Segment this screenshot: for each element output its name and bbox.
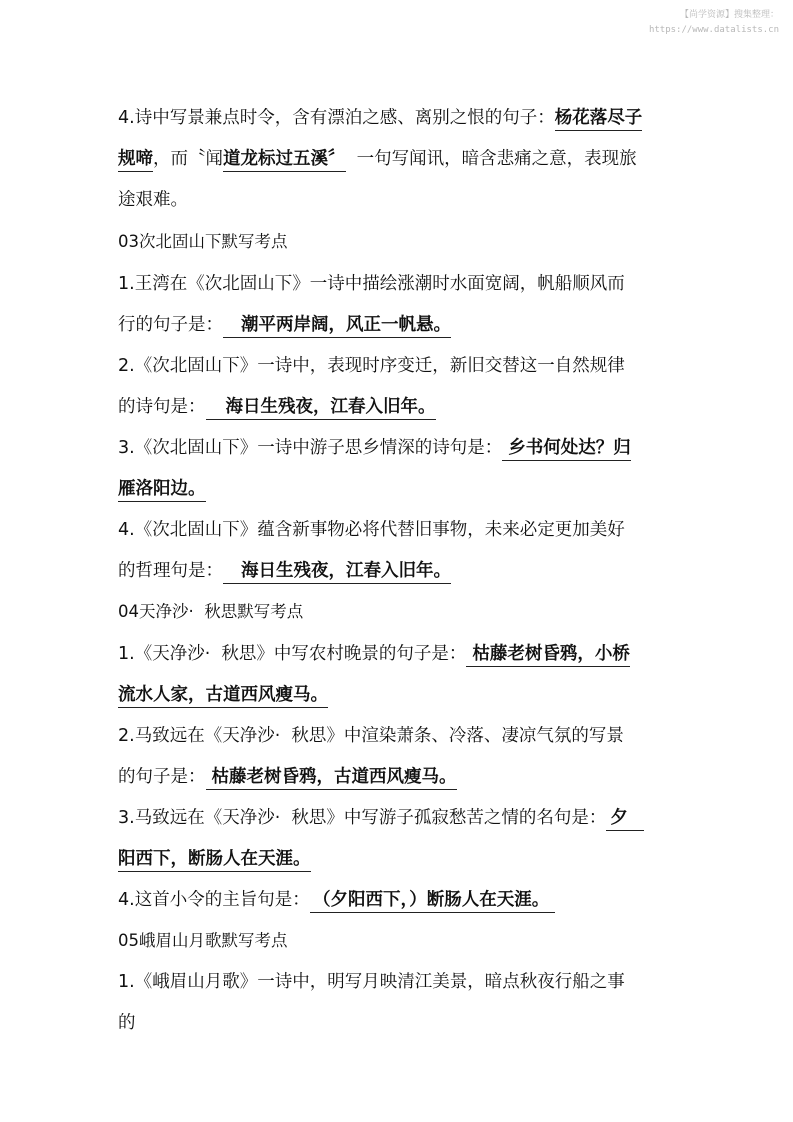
answer-text: 乡书何处达？归 xyxy=(502,438,631,461)
answer-text: 夕 xyxy=(606,808,644,831)
question-text: 的诗句是： xyxy=(118,397,206,417)
s04-q1-line-1 xyxy=(118,641,630,667)
s03-q3-line-1 xyxy=(118,435,631,461)
heading-text: 04天净沙· 秋思默写考点 xyxy=(118,602,304,621)
watermark-url: https://www.datalists.cn xyxy=(648,25,779,35)
s04-q3-line-1 xyxy=(118,805,644,831)
watermark xyxy=(649,8,779,38)
s04-q3-line-2 xyxy=(118,846,311,872)
s03-q2-line-1 xyxy=(118,353,625,379)
s04-q4-line xyxy=(118,887,555,913)
heading-text: 05峨眉山月歌默写考点 xyxy=(118,931,288,950)
s03-q1-line-2 xyxy=(118,312,451,338)
question-text: 行的句子是： xyxy=(118,315,223,335)
answer-text: 流水人家，古道西风瘦马。 xyxy=(118,685,328,708)
answer-text: 枯藤老树昏鸦，小桥 xyxy=(466,644,630,667)
question-text: 3.《次北固山下》一诗中游子思乡情深的诗句是： xyxy=(118,438,503,458)
question-text: 的 xyxy=(118,1013,136,1033)
answer-text: 枯藤老树昏鸦，古道西风瘦马。 xyxy=(206,767,457,790)
question-text: 1.王湾在《次北固山下》一诗中描绘涨潮时水面宽阔，帆船顺风而 xyxy=(118,274,625,294)
section-heading-04 xyxy=(118,599,303,625)
answer-text: （夕阳西下，）断肠人在天涯。 xyxy=(310,890,556,913)
question-text: 一句写闻讯，暗含悲痛之意，表现旅 xyxy=(345,149,637,169)
question-4-line-1 xyxy=(118,105,642,131)
watermark-line-1: 【尚学资源】搜集整理： xyxy=(679,10,779,20)
question-text: 3.马致远在《天净沙· 秋思》中写游子孤寂愁苦之情的名句是： xyxy=(118,808,607,828)
s03-q1-line-1 xyxy=(118,271,625,297)
answer-text: 杨花落尽子 xyxy=(555,108,643,131)
question-text: 1.《天净沙· 秋思》中写农村晚景的句子是： xyxy=(118,644,467,664)
question-text: 的句子是： xyxy=(118,767,206,787)
section-heading-05 xyxy=(118,928,288,954)
s05-q1-line-2 xyxy=(118,1010,136,1036)
question-4-line-3 xyxy=(118,187,188,213)
s03-q4-line-2 xyxy=(118,558,451,584)
question-text: 1.《峨眉山月歌》一诗中，明写月映清江美景，暗点秋夜行船之事 xyxy=(118,972,625,992)
question-text: 途艰难。 xyxy=(118,190,188,210)
heading-text: 03次北固山下默写考点 xyxy=(118,232,288,251)
s03-q4-line-1 xyxy=(118,517,625,543)
s04-q2-line-2 xyxy=(118,764,457,790)
answer-text: 规啼 xyxy=(118,149,153,172)
question-text: 2.《次北固山下》一诗中，表现时序变迁，新旧交替这一自然规律 xyxy=(118,356,625,376)
question-text: 的哲理句是： xyxy=(118,561,223,581)
section-heading-03 xyxy=(118,229,288,255)
question-text: 2.马致远在《天净沙· 秋思》中渲染萧条、冷落、凄凉气氛的写景 xyxy=(118,726,624,746)
answer-text: 海日生残夜，江春入旧年。 xyxy=(206,397,436,420)
answer-text: 阳西下，断肠人在天涯。 xyxy=(118,849,311,872)
answer-text: 道龙标过五溪〞 xyxy=(223,149,346,172)
answer-text: 雁洛阳边。 xyxy=(118,479,206,502)
answer-text: 潮平两岸阔，风正一帆悬。 xyxy=(223,315,451,338)
answer-text: 海日生残夜，江春入旧年。 xyxy=(223,561,451,584)
question-text: 4.诗中写景兼点时令，含有漂泊之感、离别之恨的句子： xyxy=(118,108,555,128)
s04-q1-line-2 xyxy=(118,682,328,708)
question-text: 4.《次北固山下》蕴含新事物必将代替旧事物，未来必定更加美好 xyxy=(118,520,625,540)
question-4-line-2 xyxy=(118,146,637,172)
s03-q3-line-2 xyxy=(118,476,206,502)
s03-q2-line-2 xyxy=(118,394,436,420)
s04-q2-line-1 xyxy=(118,723,624,749)
question-text: 4.这首小令的主旨句是： xyxy=(118,890,310,910)
s05-q1-line-1 xyxy=(118,969,625,995)
question-text: ，而〝闻 xyxy=(153,149,223,169)
